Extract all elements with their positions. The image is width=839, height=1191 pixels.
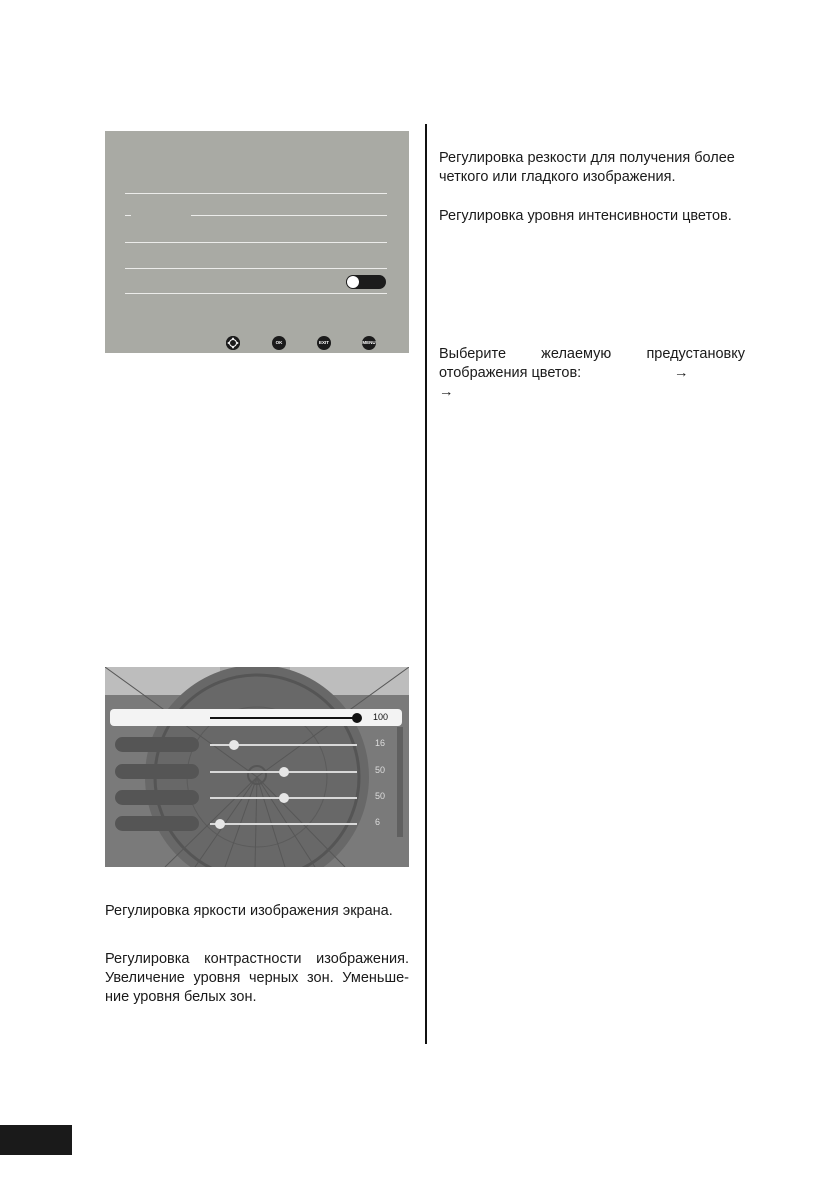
slider-thumb[interactable] <box>279 793 289 803</box>
contrast-description <box>105 950 409 1007</box>
slider-value: 50 <box>375 791 386 801</box>
column-divider <box>425 124 427 1044</box>
color-preset-word: желаемую <box>541 346 612 362</box>
contrast-line: Регулировка контрастности изображения. <box>105 951 409 967</box>
picture-settings-screenshot <box>105 667 409 867</box>
arrow-icon: → <box>439 384 454 400</box>
slider-value: 6 <box>375 817 381 827</box>
menu-separator <box>125 193 387 194</box>
brightness-description: Регулировка яркости изображения экрана. <box>105 903 393 919</box>
dpad-icon[interactable] <box>226 336 240 350</box>
contrast-line: Увеличение уровня черных зон. Уменьше- <box>105 970 409 986</box>
slider-row[interactable] <box>105 735 409 755</box>
slider-row[interactable] <box>105 762 409 782</box>
contrast-line: ние уровня белых зон. <box>105 989 257 1005</box>
color-preset-word: Выберите <box>439 346 507 362</box>
menu-separator <box>125 268 387 269</box>
slider-label-pill <box>115 737 199 752</box>
slider-row[interactable] <box>105 814 409 834</box>
menu-separator <box>125 215 131 216</box>
sharpness-description: Регулировка резкости для получения более четкого или гладкого изображения. <box>439 150 735 185</box>
slider-label-pill <box>115 790 199 805</box>
picture-menu-screenshot <box>105 131 409 353</box>
slider-value: 50 <box>375 765 386 775</box>
color-preset-line <box>439 364 745 383</box>
slider-thumb[interactable] <box>215 819 225 829</box>
slider-row[interactable] <box>105 788 409 808</box>
slider-value: 16 <box>375 738 386 748</box>
slider-thumb[interactable] <box>279 767 289 777</box>
slider-track <box>210 823 357 825</box>
slider-label-pill <box>115 816 199 831</box>
color-preset-text: отображения цветов: <box>439 365 582 381</box>
toggle-knob <box>347 276 359 288</box>
menu-icon[interactable]: MENU <box>362 336 376 350</box>
arrow-icon: → <box>674 365 689 381</box>
menu-toggle[interactable] <box>346 275 386 289</box>
slider-track <box>210 717 357 719</box>
color-preset-line <box>439 383 745 402</box>
ok-icon[interactable]: OK <box>272 336 286 350</box>
slider-thumb[interactable] <box>229 740 239 750</box>
exit-icon[interactable]: EXIT <box>317 336 331 350</box>
slider-row[interactable] <box>105 708 409 728</box>
color-preset-word: предустановку <box>646 346 745 362</box>
menu-separator <box>125 242 387 243</box>
slider-thumb[interactable] <box>352 713 362 723</box>
saturation-description: Регулировка уровня интенсивности цветов. <box>439 208 732 224</box>
color-preset-description <box>439 345 745 402</box>
slider-label-pill <box>115 764 199 779</box>
page-tab <box>0 1125 72 1155</box>
slider-value: 100 <box>373 712 389 722</box>
menu-separator <box>191 215 387 216</box>
menu-separator <box>125 293 387 294</box>
color-preset-line <box>439 345 745 364</box>
